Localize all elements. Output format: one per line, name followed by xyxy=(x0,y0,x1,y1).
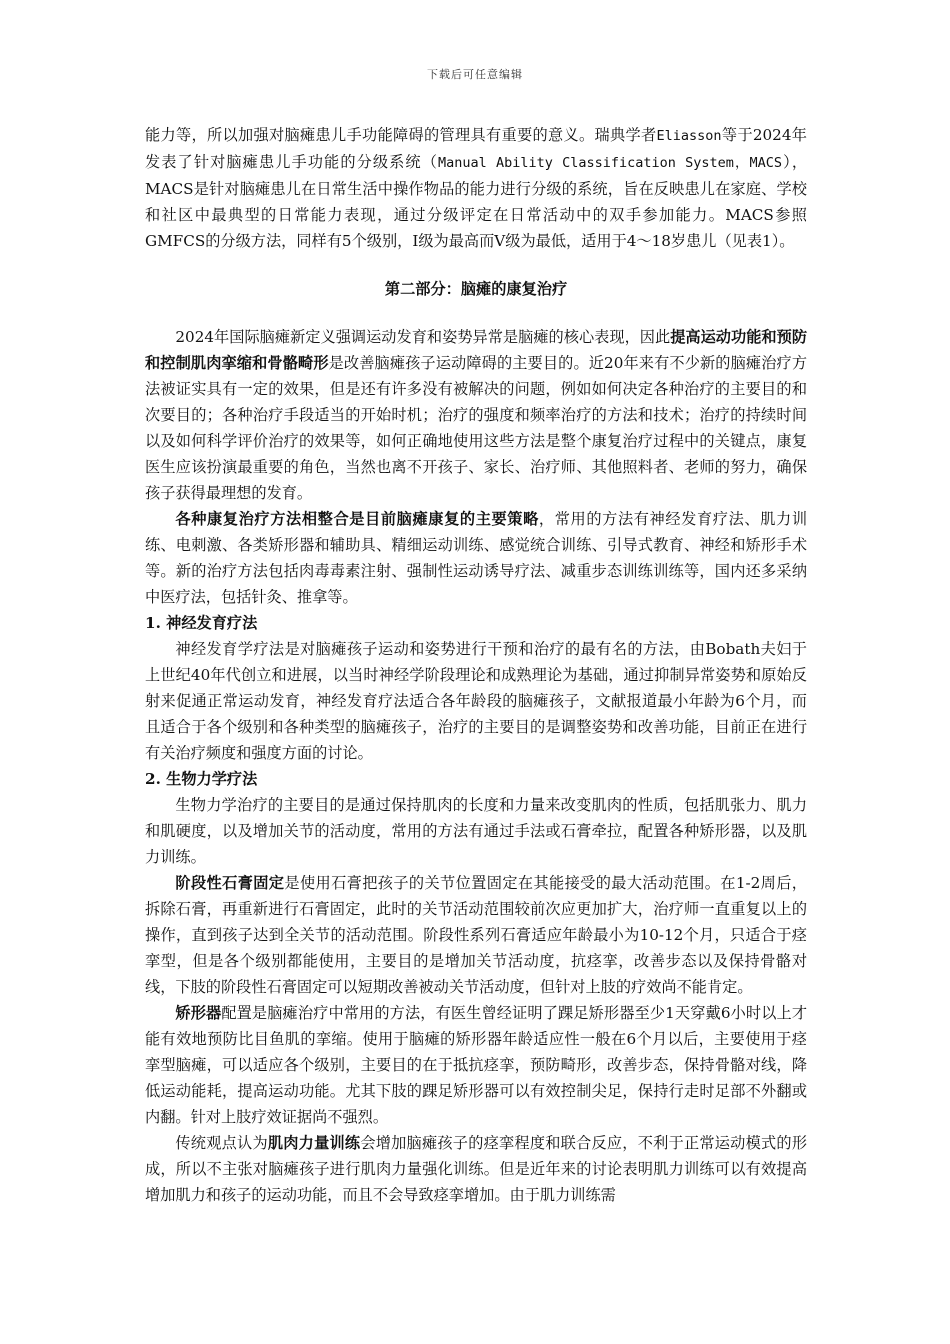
paragraph-orthosis xyxy=(145,1000,807,1130)
orthosis-emphasis: 矫形器 xyxy=(175,1004,222,1022)
casting-text: 是使用石膏把孩子的关节位置固定在其能接受的最大活动范围。在1-2周后，拆除石膏，再重新进行石膏固定，此时的关节活动范围较前次应更加扩大，治疗师一直重复以上的操作，直到孩子达到全关节的活动范围。阶段性系列石膏适应年龄最小为10-12个月，只适合于痉挛型，但是各个级别都能使用，主要目的是增加关节活动度，抗痉挛，改善步态以及保持骨骼对线，下肢的阶段性石膏固定可以短期改善被动关节活动度，但针对上肢的疗效尚不能肯定。 xyxy=(145,874,807,996)
para1-emphasis: 提高运动功能和预防和控制肌肉挛缩和骨骼畸形 xyxy=(145,328,808,372)
document-body xyxy=(145,122,807,1208)
intro-author-name: Eliasson xyxy=(656,128,722,144)
strength-emphasis: 肌肉力量训练 xyxy=(267,1134,361,1152)
paragraph-strategy xyxy=(145,506,807,610)
paragraph-biomechanical: 生物力学治疗的主要目的是通过保持肌肉的长度和力量来改变肌肉的性质，包括肌张力、肌力和肌硬度，以及增加关节的活动度，常用的方法有通过手法或石膏牵拉，配置各种矫形器，以及肌力训练。 xyxy=(145,796,807,866)
subheading-neurodevelopmental: 1. 神经发育疗法 xyxy=(145,614,258,632)
intro-text-b: 等于2024年发表了针对脑瘫患儿手功能的分级系统（ xyxy=(145,126,807,171)
para2-text: ，常用的方法有神经发育疗法、肌力训练、电刺激、各类矫形器和辅助具、精细运动训练、感觉统合训练、引导式教育、神经和矫形手术等。新的治疗方法包括肉毒毒素注射、强制性运动诱导疗法、减重步态训练训练等，国内还多采纳中医疗法，包括针灸、推拿等。 xyxy=(145,510,808,606)
paragraph-strength-training xyxy=(145,1130,807,1208)
casting-emphasis: 阶段性石膏固定 xyxy=(175,874,285,892)
para1-text-a: 2024年国际脑瘫新定义强调运动发育和姿势异常是脑瘫的核心表现，因此 xyxy=(175,328,671,346)
intro-text-c: ），MACS是针对脑瘫患儿在日常生活中操作物品的能力进行分级的系统，旨在反映患儿在家庭、学校和社区中最典型的日常能力表现，通过分级评定在日常活动中的双手参加能力。MACS参照GMFCS的分级方法，同样有5个级别，Ⅰ级为最高而Ⅴ级为最低，适用于4～18岁患儿（见表1）。 xyxy=(145,153,808,250)
paragraph-casting xyxy=(145,870,807,1000)
intro-system-name: Manual Ability Classification System，MACS xyxy=(437,155,783,171)
paragraph-definition xyxy=(145,324,807,506)
strength-text-b: 会增加脑瘫孩子的痉挛程度和联合反应，不利于正常运动模式的形成，所以不主张对脑瘫孩子进行肌肉力量强化训练。但是近年来的讨论表明肌力训练可以有效提高增加肌力和孩子的运动功能，而且不会导致痉挛增加。由于肌力训练需 xyxy=(145,1134,808,1204)
orthosis-text: 配置是脑瘫治疗中常用的方法，有医生曾经证明了踝足矫形器至少1天穿戴6小时以上才能有效地预防比目鱼肌的挛缩。使用于脑瘫的矫形器年龄适应性一般在6个月以后，主要使用于痉挛型脑瘫，可以适应各个级别，主要目的在于抵抗痉挛，预防畸形，改善步态，保持骨骼对线，降低运动能耗，提高运动功能。尤其下肢的踝足矫形器可以有效控制尖足，保持行走时足部不外翻或内翻。针对上肢疗效证据尚不强烈。 xyxy=(145,1004,808,1126)
intro-paragraph xyxy=(145,122,807,254)
section-title: 第二部分：脑瘫的康复治疗 xyxy=(384,280,568,298)
strength-text-a: 传统观点认为 xyxy=(175,1134,268,1152)
para1-text-b: 是改善脑瘫孩子运动障碍的主要目的。近20年来有不少新的脑瘫治疗方法被证实具有一定的效果，但是还有许多没有被解决的问题，例如如何决定各种治疗的主要目的和次要目的；各种治疗手段适当的开始时机；治疗的强度和频率治疗的方法和技术；治疗的持续时间以及如何科学评价治疗的效果等，如何正确地使用这些方法是整个康复治疗过程中的关键点，康复医生应该扮演最重要的角色，当然也离不开孩子、家长、治疗师、其他照料者、老师的努力，确保孩子获得最理想的发育。 xyxy=(145,354,808,502)
para2-emphasis: 各种康复治疗方法相整合是目前脑瘫康复的主要策略 xyxy=(175,510,539,528)
paragraph-neurodevelopmental: 神经发育学疗法是对脑瘫孩子运动和姿势进行干预和治疗的最有名的方法，由Bobath夫妇于上世纪40年代创立和进展，以当时神经学阶段理论和成熟理论为基础，通过抑制异常姿势和原始反射来促通正常运动发育，神经发育疗法适合各年龄段的脑瘫孩子，文献报道最小年龄为6个月，而且适合于各个级别和各种类型的脑瘫孩子，治疗的主要目的是调整姿势和改善功能，目前正在进行有关治疗频度和强度方面的讨论。 xyxy=(145,640,807,762)
page-header: 下载后可任意编辑 xyxy=(427,68,523,81)
intro-text-a: 能力等，所以加强对脑瘫患儿手功能障碍的管理具有重要的意义。瑞典学者 xyxy=(145,126,657,144)
subheading-biomechanical: 2. 生物力学疗法 xyxy=(145,770,258,788)
